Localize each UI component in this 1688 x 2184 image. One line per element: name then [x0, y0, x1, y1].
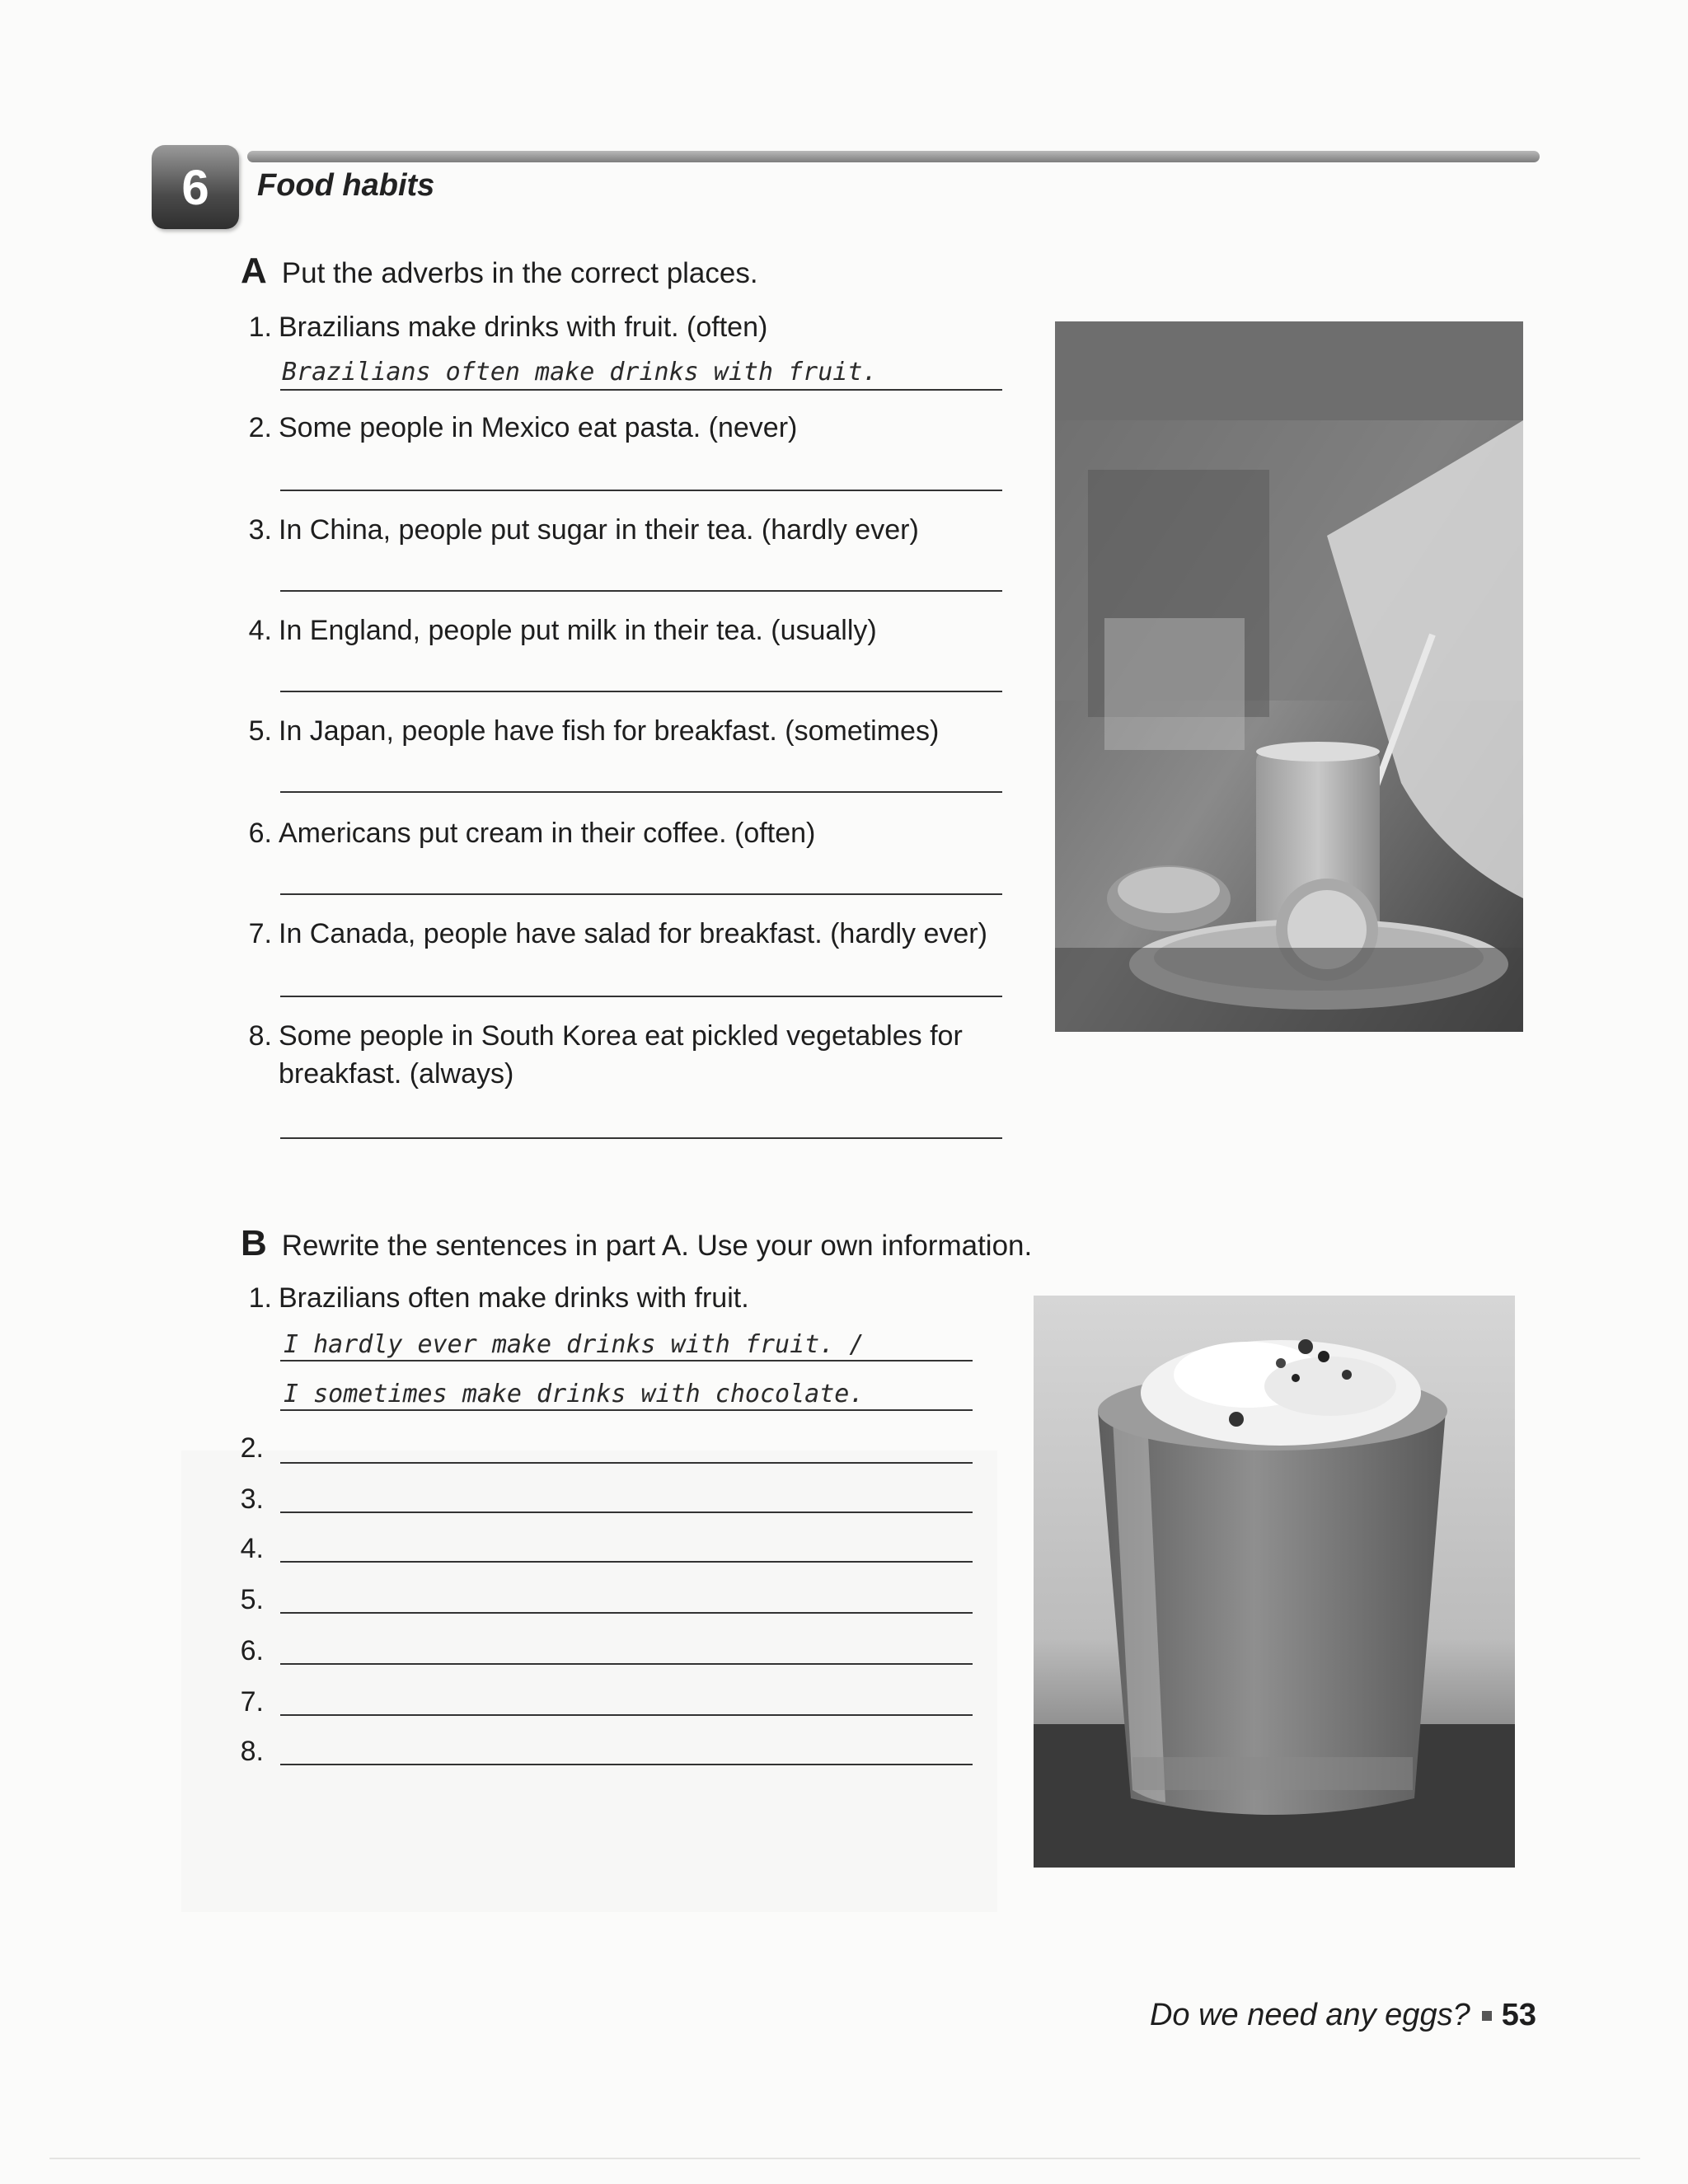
chocolate-drink-photo [1034, 1296, 1515, 1868]
part-b-number-5: 5. [240, 1584, 264, 1615]
answer-line-6[interactable] [280, 893, 1002, 895]
item-number: 1. [248, 1282, 272, 1314]
item-number: 7. [248, 918, 272, 949]
item-number: 3. [248, 514, 272, 546]
unit-title: Do we need any eggs? [1149, 1998, 1470, 2032]
part-b-instruction: Rewrite the sentences in part A. Use your own information. [281, 1230, 1033, 1262]
item-number: 2. [248, 412, 272, 443]
answer-line-4[interactable] [280, 691, 1002, 692]
item-text: Some people in South Korea eat pickled vegetables for breakfast. (always) [279, 1020, 963, 1090]
part-b-answer-line-1b [280, 1409, 973, 1411]
answer-line-3[interactable] [280, 590, 1002, 592]
item-text: In China, people put sugar in their tea. (hardly ever) [279, 514, 919, 546]
fruit-drink-photo [1055, 321, 1523, 1032]
part-b-answer-line-2[interactable] [280, 1462, 973, 1464]
item-number: 4. [248, 615, 272, 646]
part-b-number-8: 8. [240, 1736, 264, 1767]
part-b-answer-line-8[interactable] [280, 1764, 973, 1765]
part-b-letter: B [241, 1223, 267, 1263]
item-text: Americans put cream in their coffee. (often) [279, 818, 816, 849]
part-a-heading [241, 251, 758, 292]
item-text: In Canada, people have salad for breakfast. (hardly ever) [279, 918, 987, 949]
item-number: 8. [248, 1020, 272, 1052]
header-rule [247, 151, 1540, 162]
show-through-table [181, 1451, 997, 1912]
part-b-number-7: 7. [240, 1686, 264, 1718]
item-number: 1. [248, 312, 272, 343]
part-b-answer-line-4[interactable] [280, 1561, 973, 1563]
section-title: Food habits [257, 168, 435, 203]
item-text: Brazilians often make drinks with fruit. [279, 1282, 749, 1314]
answer-line-7[interactable] [280, 996, 1002, 997]
part-a-instruction: Put the adverbs in the correct places. [281, 257, 758, 289]
item-text: In England, people put milk in their tea. (usually) [279, 615, 877, 646]
part-a-example-answer: Brazilians often make drinks with fruit. [282, 358, 878, 387]
part-b-answer-line-7[interactable] [280, 1714, 973, 1716]
item-text: Some people in Mexico eat pasta. (never) [279, 412, 798, 443]
part-b-answer-line-1a [280, 1360, 973, 1361]
page-number: 53 [1501, 1998, 1536, 2032]
answer-line-1 [280, 389, 1002, 391]
answer-line-5[interactable] [280, 791, 1002, 793]
part-b-answer-line-6[interactable] [280, 1663, 973, 1665]
answer-line-2[interactable] [280, 490, 1002, 491]
part-b-heading [241, 1223, 1032, 1264]
part-b-answer-line-5[interactable] [280, 1612, 973, 1614]
item-text: Brazilians make drinks with fruit. (often) [279, 312, 768, 343]
part-b-example-answer-1: I hardly ever make drinks with fruit. / [284, 1330, 865, 1359]
page-footer [1150, 1998, 1536, 2033]
part-b-number-4: 4. [240, 1533, 264, 1564]
item-number: 6. [248, 818, 272, 849]
part-b-answer-line-3[interactable] [280, 1511, 973, 1513]
answer-line-8[interactable] [280, 1137, 1002, 1139]
page-edge-line [49, 2158, 1640, 2159]
footer-separator-icon [1482, 2011, 1492, 2021]
part-b-number-6: 6. [240, 1635, 264, 1666]
part-b-number-2: 2. [240, 1432, 264, 1464]
part-a-letter: A [241, 251, 267, 291]
item-text: In Japan, people have fish for breakfast. (sometimes) [279, 715, 940, 747]
item-number: 5. [248, 715, 272, 747]
section-number-badge: 6 [152, 145, 239, 229]
part-b-example-answer-2: I sometimes make drinks with chocolate. [284, 1380, 865, 1408]
part-b-number-3: 3. [240, 1483, 264, 1515]
